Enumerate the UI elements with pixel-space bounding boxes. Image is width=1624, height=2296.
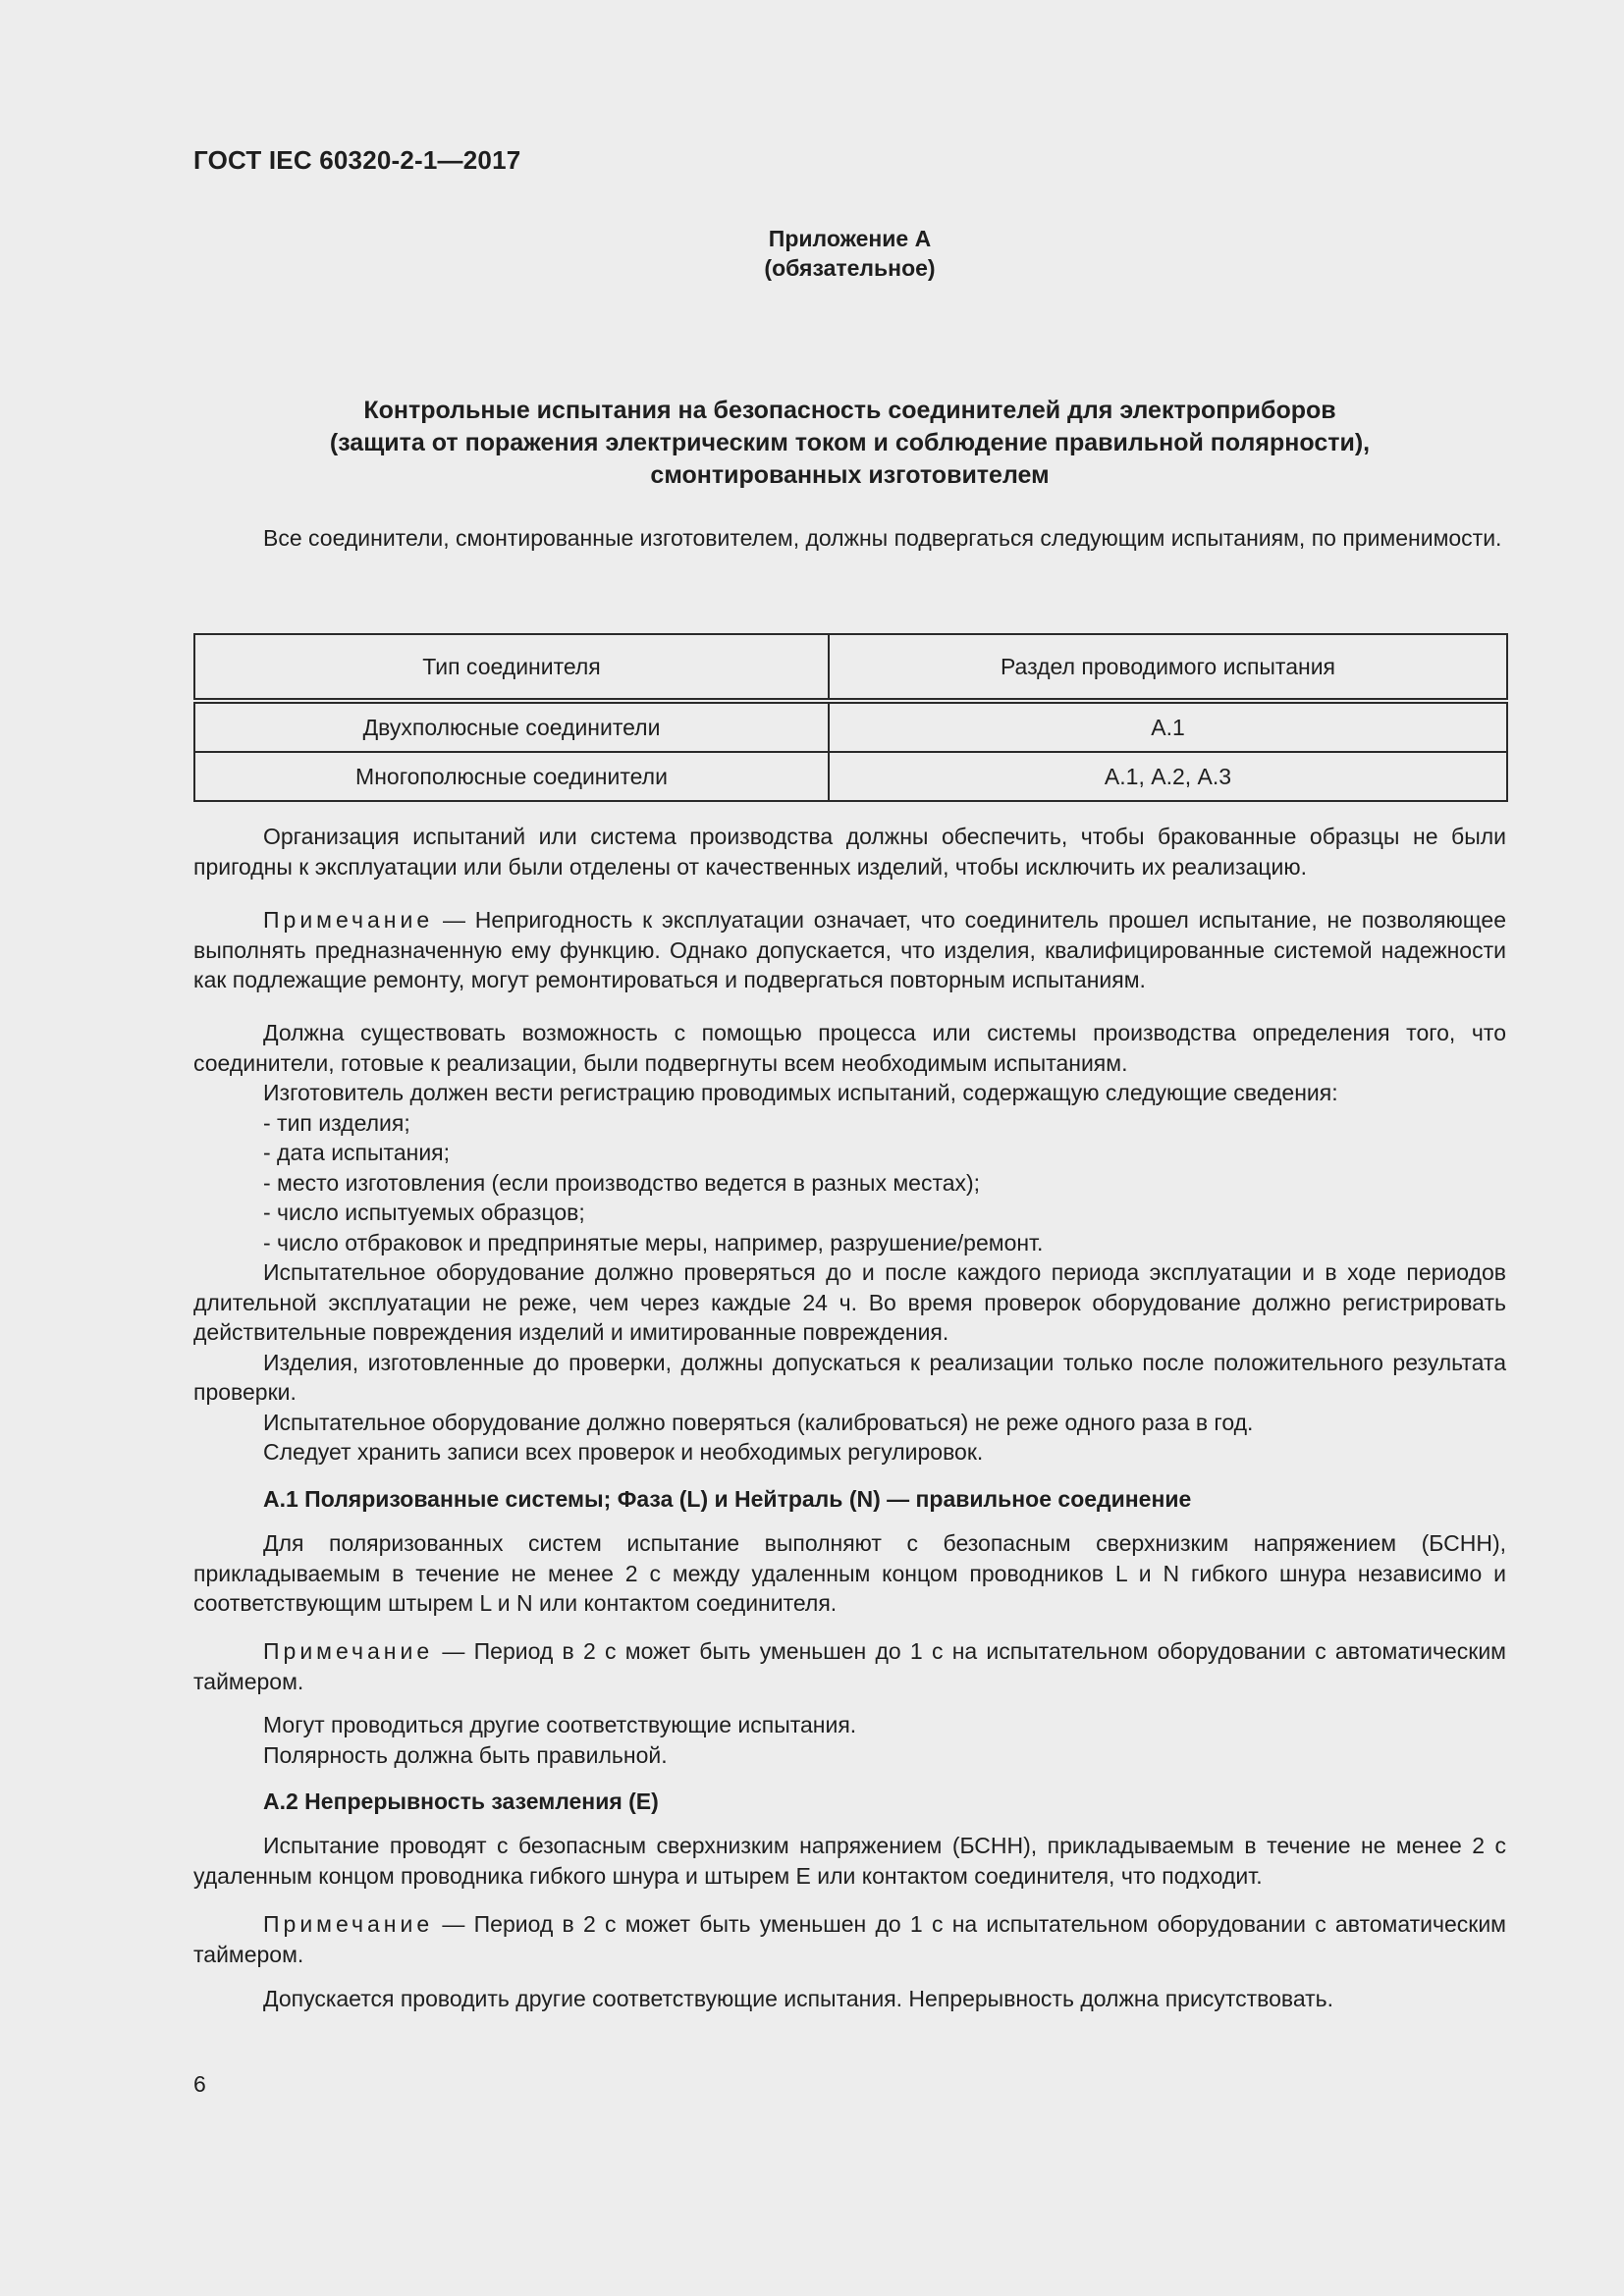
equipment-paragraph: Испытательное оборудование должно проверяться до и после каждого периода эксплуатации и в ходе периодов длительной эксплуатации не реже, чем через каждые 24 ч. Во время проверок оборудование должно регистрировать действительные повреждения изделий и имитированные повреждения. [193,1259,1506,1345]
connector-test-table [193,633,1508,802]
note-label: Примечание [263,1638,434,1664]
list-item: - число отбраковок и предпринятые меры, например, разрушение/ремонт. [263,1229,1044,1255]
section-a2-heading: А.2 Непрерывность заземления (Е) [263,1789,659,1814]
table-cell: А.1 [829,701,1507,752]
section-a1-other [193,1710,1506,1770]
table-header-cell: Тип соединителя [194,634,829,701]
section-a1-text: Для поляризованных систем испытание выполняют с безопасным сверхнизким напряжением (БСНН), прикладываемым в течение не менее 2 с между удаленным концом проводников L и N гибкого шнура независимо и соответствующим штырем L и N или контактом соединителя. [193,1530,1506,1616]
table-row [194,752,1507,801]
table-row [194,701,1507,752]
document-code: ГОСТ IEC 60320-2-1—2017 [193,145,521,175]
organization-paragraph: Организация испытаний или система производства должны обеспечить, чтобы бракованные образцы не были пригодны к эксплуатации или были отделены от качественных изделий, чтобы исключить их реализацию. [193,824,1506,880]
requirements-block [193,1018,1506,1468]
a1-polarity: Полярность должна быть правильной. [263,1741,668,1768]
products-paragraph: Изделия, изготовленные до проверки, должны допускаться к реализации только после положительного результата проверки. [193,1349,1506,1405]
list-item: - место изготовления (если производство ведется в разных местах); [263,1169,981,1196]
possibility-paragraph: Должна существовать возможность с помощью процесса или системы производства определения того, что соединители, готовые к реализации, были подвергнуты всем необходимым испытаниям. [193,1020,1506,1076]
note-label: Примечание [263,1911,434,1937]
main-title-line-3: смонтированных изготовителем [650,461,1050,489]
table-cell: Двухполюсные соединители [194,701,829,752]
a1-other-tests: Могут проводиться другие соответствующие испытания. [263,1712,857,1737]
main-title-line-2: (защита от поражения электрическим током и соблюдение правильной полярности), [329,429,1371,456]
table-header-row [194,634,1507,701]
calibration-paragraph: Испытательное оборудование должно поверяться (калиброваться) не реже одного раза в год. [263,1409,1254,1435]
note-label: Примечание [263,907,434,933]
list-item: - тип изделия; [263,1109,410,1136]
note-text: — Непригодность к эксплуатации означает, что соединитель прошел испытание, не позволяющее выполнять предназначенную ему функцию. Однако допускается, что изделия, квалифицированные системой надежности как подлежащие ремонту, могут ремонтироваться и подвергаться повторным испытаниям. [193,907,1506,992]
annex-heading [193,224,1506,283]
table-cell: Многополюсные соединители [194,752,829,801]
list-item: - число испытуемых образцов; [263,1200,585,1225]
main-title-line-1: Контрольные испытания на безопасность соединителей для электроприборов [363,397,1336,424]
records-paragraph: Следует хранить записи всех проверок и необходимых регулировок. [263,1439,984,1465]
page-number: 6 [193,2071,206,2097]
section-a2-other: Допускается проводить другие соответствующие испытания. Непрерывность должна присутствовать. [263,1986,1334,2011]
note-text: — Период в 2 с может быть уменьшен до 1 с на испытательном оборудовании с автоматическим таймером. [193,1911,1506,1967]
section-a2-note [193,1909,1506,1969]
annex-status: (обязательное) [764,255,936,281]
table-cell: А.1, А.2, А.3 [829,752,1507,801]
section-a1-heading: А.1 Поляризованные системы; Фаза (L) и Нейтраль (N) — правильное соединение [263,1486,1192,1512]
annex-title: Приложение А [768,226,932,251]
intro-paragraph: Все соединители, смонтированные изготовителем, должны подвергаться следующим испытаниям, по применимости. [263,525,1502,551]
register-paragraph: Изготовитель должен вести регистрацию проводимых испытаний, содержащую следующие сведения: [263,1080,1338,1105]
list-item: - дата испытания; [263,1140,451,1165]
note-text: — Период в 2 с может быть уменьшен до 1 с на испытательном оборудовании с автоматическим таймером. [193,1638,1506,1694]
section-a2-text: Испытание проводят с безопасным сверхнизким напряжением (БСНН), прикладываемым в течение не менее 2 с удаленным концом проводника гибкого шнура и штырем Е или контактом соединителя, что подходит. [193,1833,1506,1889]
table-header-cell: Раздел проводимого испытания [829,634,1507,701]
annex-main-title [193,395,1506,492]
note-1 [193,905,1506,995]
section-a1-note [193,1636,1506,1696]
